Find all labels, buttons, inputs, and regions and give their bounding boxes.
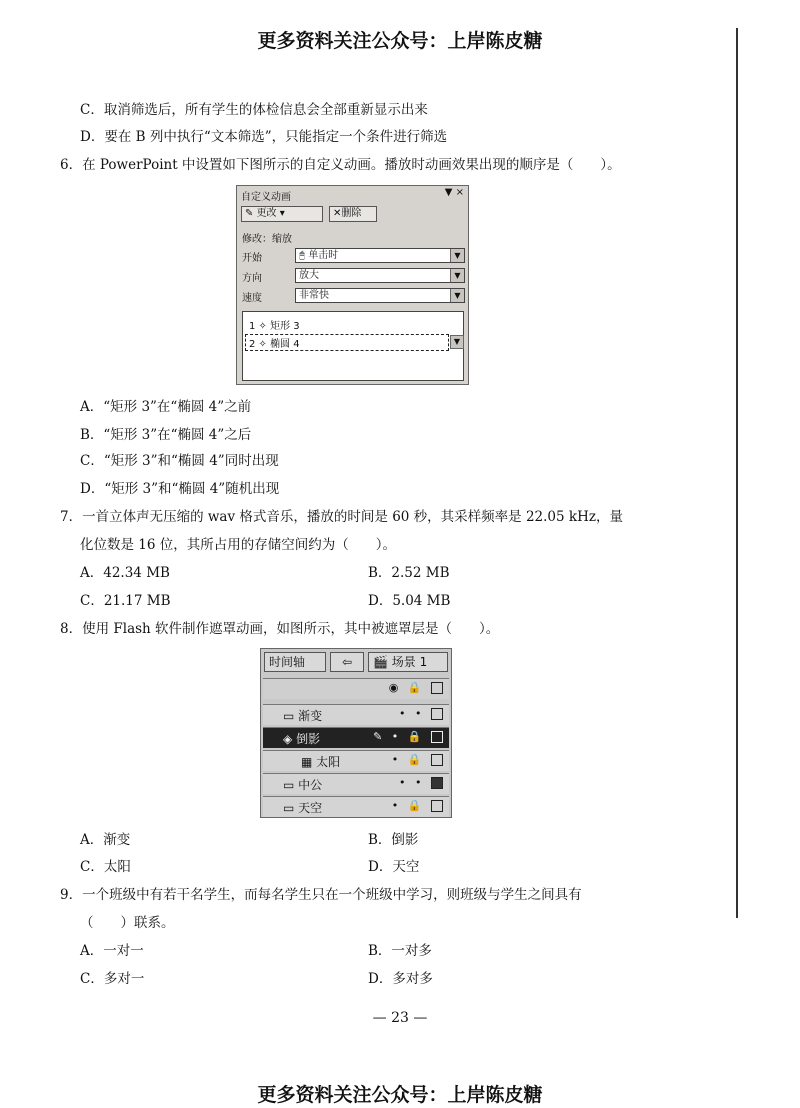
eye-icon[interactable]: ◉ bbox=[388, 681, 402, 694]
flash-timeline-panel bbox=[260, 648, 452, 818]
ppt-custom-animation-panel bbox=[236, 185, 469, 385]
panel-title: 自定义动画 bbox=[241, 192, 291, 203]
q8-option-a: A．渐变 bbox=[80, 832, 131, 848]
q6-option-d: D．“矩形 3”和“椭圆 4”随机出现 bbox=[80, 481, 280, 497]
change-icon: ✎ bbox=[245, 208, 257, 219]
lock-icon[interactable]: 🔒 bbox=[407, 681, 425, 694]
panel-close-controls[interactable]: ▼ × bbox=[444, 187, 464, 198]
q7-stem-line1: 7．一首立体声无压缩的 wav 格式音乐，播放的时间是 60 秒，其采样频率是 22.05 kHz，量 bbox=[60, 509, 623, 525]
outline-icon[interactable] bbox=[431, 777, 443, 789]
back-arrow-icon[interactable]: ⇦ bbox=[330, 652, 364, 672]
layer-icon: ▭ bbox=[283, 709, 295, 723]
lock-icon[interactable]: 🔒 bbox=[407, 730, 425, 743]
layer-label: 天空 bbox=[298, 801, 323, 815]
direction-label: 方向 bbox=[242, 273, 262, 284]
layer-controls: • • bbox=[399, 707, 443, 720]
mouse-icon: 🖰 bbox=[299, 250, 305, 261]
mask-layer-icon: ◈ bbox=[283, 732, 293, 746]
tab-timeline[interactable]: 时间轴 bbox=[264, 652, 326, 672]
page-header: 更多资料关注公众号：上岸陈皮糖 bbox=[257, 30, 543, 52]
q7-option-c: C．21.17 MB bbox=[80, 593, 171, 609]
q6-option-b: B．“矩形 3”在“椭圆 4”之后 bbox=[80, 427, 252, 443]
q9-option-b: B．一对多 bbox=[368, 943, 432, 959]
layer-row[interactable] bbox=[263, 727, 449, 748]
start-select-value: 单击时 bbox=[308, 250, 339, 261]
q8-option-c: C．太阳 bbox=[80, 859, 131, 875]
layer-name bbox=[283, 730, 320, 747]
layer-controls: ✎ • 🔒 bbox=[373, 730, 443, 743]
layer-controls: • 🔒 bbox=[392, 753, 443, 766]
layer-controls: • • bbox=[399, 776, 443, 789]
prev-option-c: C．取消筛选后，所有学生的体检信息会全部重新显示出来 bbox=[80, 102, 428, 118]
tab-scene[interactable] bbox=[368, 652, 448, 672]
lock-icon[interactable]: 🔒 bbox=[407, 753, 425, 766]
layer-row[interactable] bbox=[263, 773, 449, 794]
speed-label: 速度 bbox=[242, 293, 262, 304]
q7-option-d: D．5.04 MB bbox=[368, 593, 451, 609]
q8-option-d: D．天空 bbox=[368, 859, 420, 875]
tab-scene-label: 场景 1 bbox=[391, 655, 428, 669]
speed-select-value: 非常快 bbox=[299, 290, 329, 301]
layer-row[interactable] bbox=[263, 750, 449, 771]
layer-name bbox=[283, 799, 322, 816]
animation-item-2-label: 2 ✧ 椭圆 4 bbox=[249, 339, 300, 350]
speed-select[interactable] bbox=[295, 288, 465, 303]
q7-option-b: B．2.52 MB bbox=[368, 565, 450, 581]
layer-label: 中公 bbox=[298, 778, 323, 792]
outline-icon[interactable] bbox=[431, 708, 443, 720]
prev-option-d: D．要在 B 列中执行“文本筛选”，只能指定一个条件进行筛选 bbox=[80, 129, 448, 145]
q9-stem-line2: （ ）联系。 bbox=[80, 915, 175, 931]
change-button[interactable]: ✎ 更改 ▾ bbox=[241, 206, 323, 222]
q9-stem-line1: 9．一个班级中有若干名学生，而每名学生只在一个班级中学习，则班级与学生之间具有 bbox=[60, 887, 582, 903]
layer-row[interactable] bbox=[263, 796, 449, 817]
chevron-down-icon[interactable]: ▼ bbox=[450, 289, 464, 302]
animation-list bbox=[242, 311, 464, 381]
q8-stem: 8．使用 Flash 软件制作遮罩动画，如图所示，其中被遮罩层是（ ）。 bbox=[60, 621, 500, 637]
animation-item-2[interactable] bbox=[245, 334, 461, 351]
layer-name bbox=[301, 753, 340, 770]
change-button-label: 更改 bbox=[256, 208, 277, 219]
direction-select[interactable] bbox=[295, 268, 465, 283]
outline-icon[interactable] bbox=[431, 731, 443, 743]
modify-label: 修改：缩放 bbox=[242, 234, 292, 245]
start-label: 开始 bbox=[242, 253, 262, 264]
q7-stem-line2: 化位数是 16 位，其所占用的存储空间约为（ ）。 bbox=[80, 537, 397, 553]
chevron-down-icon[interactable]: ▼ bbox=[450, 269, 464, 282]
direction-select-value: 放大 bbox=[299, 270, 319, 281]
chevron-down-icon[interactable]: ▼ bbox=[450, 249, 464, 262]
lock-icon[interactable]: 🔒 bbox=[407, 799, 425, 812]
animation-item-1[interactable]: 1 ✧ 矩形 3 bbox=[249, 321, 300, 332]
page-footer: 更多资料关注公众号：上岸陈皮糖 bbox=[257, 1084, 543, 1106]
q8-option-b: B．倒影 bbox=[368, 832, 419, 848]
delete-button-label: 删除 bbox=[341, 208, 362, 219]
outline-icon[interactable] bbox=[431, 754, 443, 766]
delete-button[interactable] bbox=[329, 206, 377, 222]
clapperboard-icon: 🎬 bbox=[373, 655, 388, 669]
q6-option-c: C．“矩形 3”和“椭圆 4”同时出现 bbox=[80, 453, 279, 469]
q9-option-a: A．一对一 bbox=[80, 943, 144, 959]
delete-icon: ✕ bbox=[333, 208, 342, 219]
pencil-icon: ✎ bbox=[373, 730, 386, 743]
layer-label: 倒影 bbox=[296, 732, 321, 746]
q6-stem: 6．在 PowerPoint 中设置如下图所示的自定义动画。播放时动画效果出现的顺序是（ ）。 bbox=[60, 157, 621, 173]
masked-layer-icon: ▦ bbox=[301, 755, 313, 769]
layer-name bbox=[283, 707, 322, 724]
layer-header-controls bbox=[389, 681, 443, 694]
layer-row[interactable] bbox=[263, 704, 449, 725]
q9-option-d: D．多对多 bbox=[368, 971, 433, 987]
page-number: — 23 — bbox=[372, 1010, 428, 1026]
layer-controls: • 🔒 bbox=[392, 799, 443, 812]
layer-label: 太阳 bbox=[316, 755, 341, 769]
outline-icon[interactable] bbox=[431, 800, 443, 812]
layer-label: 渐变 bbox=[298, 709, 323, 723]
start-select[interactable] bbox=[295, 248, 465, 263]
layer-icon: ▭ bbox=[283, 801, 295, 815]
outline-icon[interactable] bbox=[431, 682, 443, 694]
q6-option-a: A．“矩形 3”在“椭圆 4”之前 bbox=[80, 399, 252, 415]
q7-option-a: A．42.34 MB bbox=[80, 565, 170, 581]
page-edge-line bbox=[736, 28, 738, 918]
q9-option-c: C．多对一 bbox=[80, 971, 145, 987]
layer-name bbox=[283, 776, 322, 793]
layer-icon: ▭ bbox=[283, 778, 295, 792]
chevron-down-icon[interactable]: ▼ bbox=[450, 335, 464, 349]
layer-header-row bbox=[263, 678, 449, 699]
